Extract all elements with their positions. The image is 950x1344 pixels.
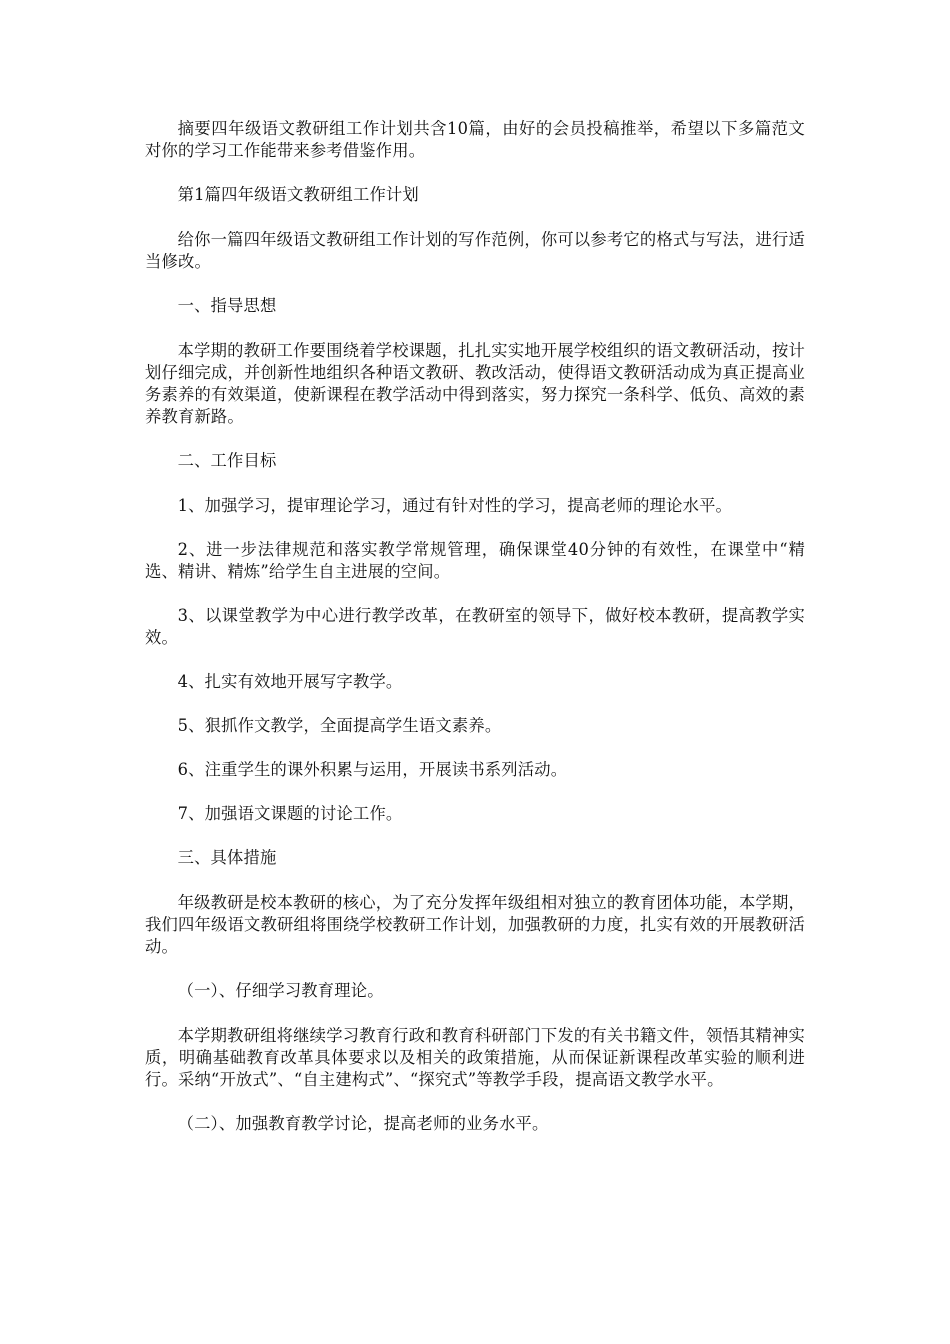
abstract-paragraph: 摘要四年级语文教研组工作计划共含10篇，由好的会员投稿推举，希望以下多篇范文对你的学习工作能带来参考借鉴作用。 bbox=[145, 119, 805, 160]
article-title: 第1篇四年级语文教研组工作计划 bbox=[177, 185, 419, 204]
goal-item: 1、加强学习，提审理论学习，通过有针对性的学习，提高老师的理论水平。 bbox=[177, 496, 733, 515]
guiding-thought-paragraph: 本学期的教研工作要围绕着学校课题，扎扎实实地开展学校组织的语文教研活动，按计划仔细完成，并创新性地组织各种语文教研、教改活动，使得语文教研活动成为真正提高业务素养的有效渠道，使新课程在教学活动中得到落实，努力探究一条科学、低负、高效的素养教育新路。 bbox=[145, 341, 805, 426]
intro-paragraph: 给你一篇四年级语文教研组工作计划的写作范例，你可以参考它的格式与写法，进行适当修改。 bbox=[145, 230, 805, 271]
subsection-heading-teaching-discussion: （二）、加强教育教学讨论，提高老师的业务水平。 bbox=[177, 1114, 549, 1133]
measures-intro-paragraph: 年级教研是校本教研的核心，为了充分发挥年级组相对独立的教育团体功能，本学期，我们四年级语文教研组将围绕学校教研工作计划，加强教研的力度，扎实有效的开展教研活动。 bbox=[145, 893, 805, 956]
section-heading-measures: 三、具体措施 bbox=[177, 848, 277, 867]
section-heading-work-goals: 二、工作目标 bbox=[177, 451, 277, 470]
goal-item: 4、扎实有效地开展写字教学。 bbox=[177, 672, 403, 691]
goal-item: 2、进一步法律规范和落实教学常规管理，确保课堂40分钟的有效性，在课堂中“精选、精讲、精炼”给学生自主进展的空间。 bbox=[145, 540, 805, 581]
goal-item: 3、以课堂教学为中心进行教学改革，在教研室的领导下，做好校本教研，提高教学实效。 bbox=[145, 606, 805, 647]
goal-item: 5、狠抓作文教学，全面提高学生语文素养。 bbox=[177, 716, 502, 735]
study-theory-paragraph: 本学期教研组将继续学习教育行政和教育科研部门下发的有关书籍文件，领悟其精神实质，明确基础教育改革具体要求以及相关的政策措施，从而保证新课程改革实验的顺利进行。采纳“开放式”、“自主建构式”、“探究式”等教学手段，提高语文教学水平。 bbox=[145, 1026, 805, 1089]
section-heading-guiding-thought: 一、指导思想 bbox=[177, 296, 277, 315]
subsection-heading-study-theory: （一）、仔细学习教育理论。 bbox=[177, 981, 384, 1000]
document-page bbox=[145, 118, 805, 1158]
goal-item: 7、加强语文课题的讨论工作。 bbox=[177, 804, 403, 823]
goal-item: 6、注重学生的课外积累与运用，开展读书系列活动。 bbox=[177, 760, 568, 779]
